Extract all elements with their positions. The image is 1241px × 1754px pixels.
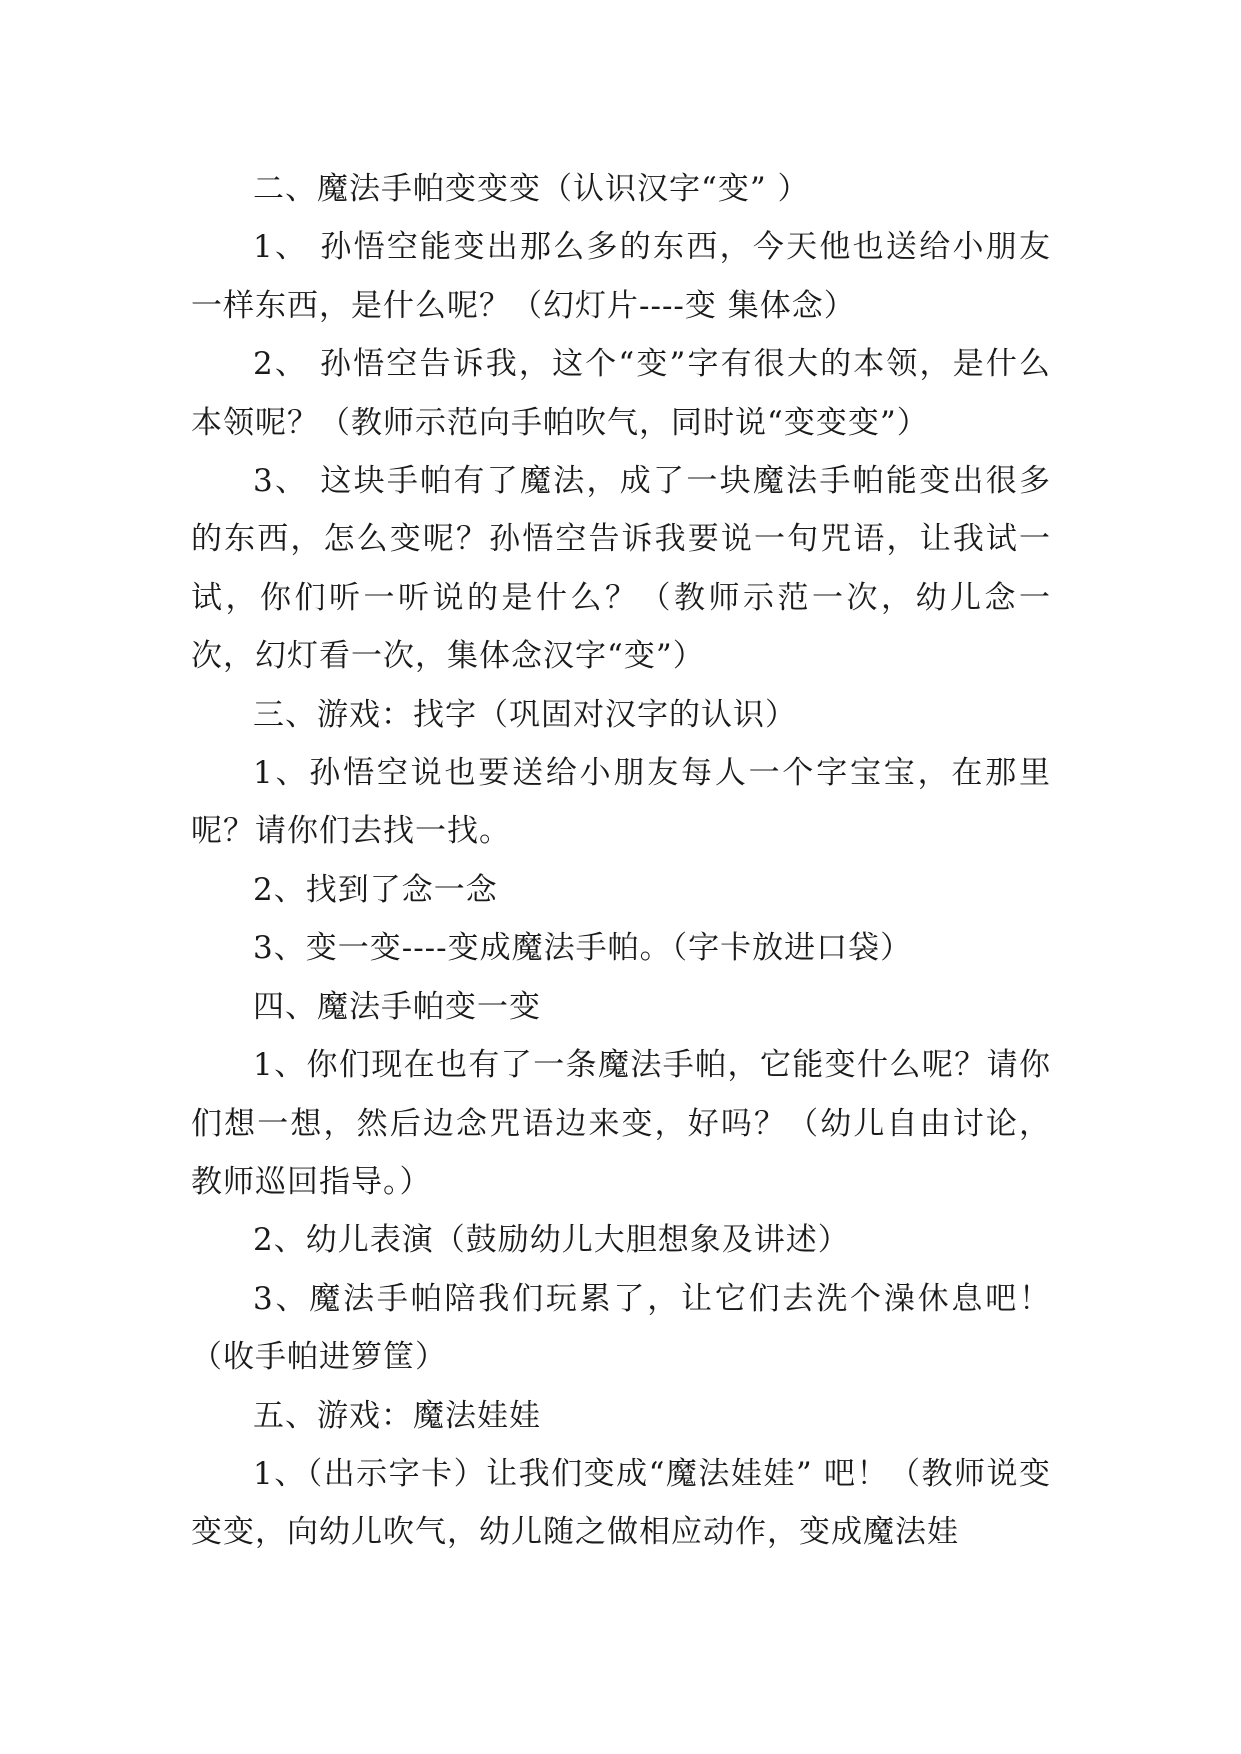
paragraph: 2、找到了念一念 bbox=[253, 871, 498, 908]
paragraph: 3、变一变----变成魔法手帕。（字卡放进口袋） bbox=[253, 930, 913, 967]
section-heading-2: 二、魔法手帕变变变（认识汉字“变” ） bbox=[253, 171, 810, 207]
paragraph: 1、你们现在也有了一条魔法手帕，它能变什么呢？请你们想一想，然后边念咒语边来变，好吗？（幼儿自由讨论，教师巡回指导。） bbox=[191, 1047, 1051, 1200]
paragraph: 2、 孙悟空告诉我，这个“变”字有很大的本领，是什么本领呢？（教师示范向手帕吹气，同时说“变变变”） bbox=[191, 346, 1051, 441]
paragraph: 3、魔法手帕陪我们玩累了，让它们去洗个澡休息吧！（收手帕进箩筐） bbox=[191, 1280, 1051, 1376]
paragraph: 1、孙悟空说也要送给小朋友每人一个字宝宝，在那里呢？请你们去找一找。 bbox=[191, 755, 1051, 850]
paragraph: 1、（出示字卡）让我们变成“魔法娃娃” 吧！（教师说变变变，向幼儿吹气，幼儿随之做相应动作，变成魔法娃 bbox=[191, 1455, 1051, 1551]
section-heading-5: 五、游戏：魔法娃娃 bbox=[253, 1397, 541, 1434]
paragraph: 2、幼儿表演（鼓励幼儿大胆想象及讲述） bbox=[253, 1222, 850, 1259]
paragraph: 1、 孙悟空能变出那么多的东西，今天他也送给小朋友一样东西，是什么呢？（幻灯片----变 集体念） bbox=[191, 229, 1051, 324]
document-body bbox=[191, 160, 1051, 1562]
section-heading-4: 四、魔法手帕变一变 bbox=[253, 988, 541, 1025]
paragraph: 3、 这块手帕有了魔法，成了一块魔法手帕能变出很多的东西，怎么变呢？孙悟空告诉我要说一句咒语，让我试一试，你们听一听说的是什么？（教师示范一次，幼儿念一次，幻灯看一次，集体念汉字“变”） bbox=[191, 463, 1051, 675]
section-heading-3: 三、游戏：找字（巩固对汉字的认识） bbox=[253, 696, 797, 733]
